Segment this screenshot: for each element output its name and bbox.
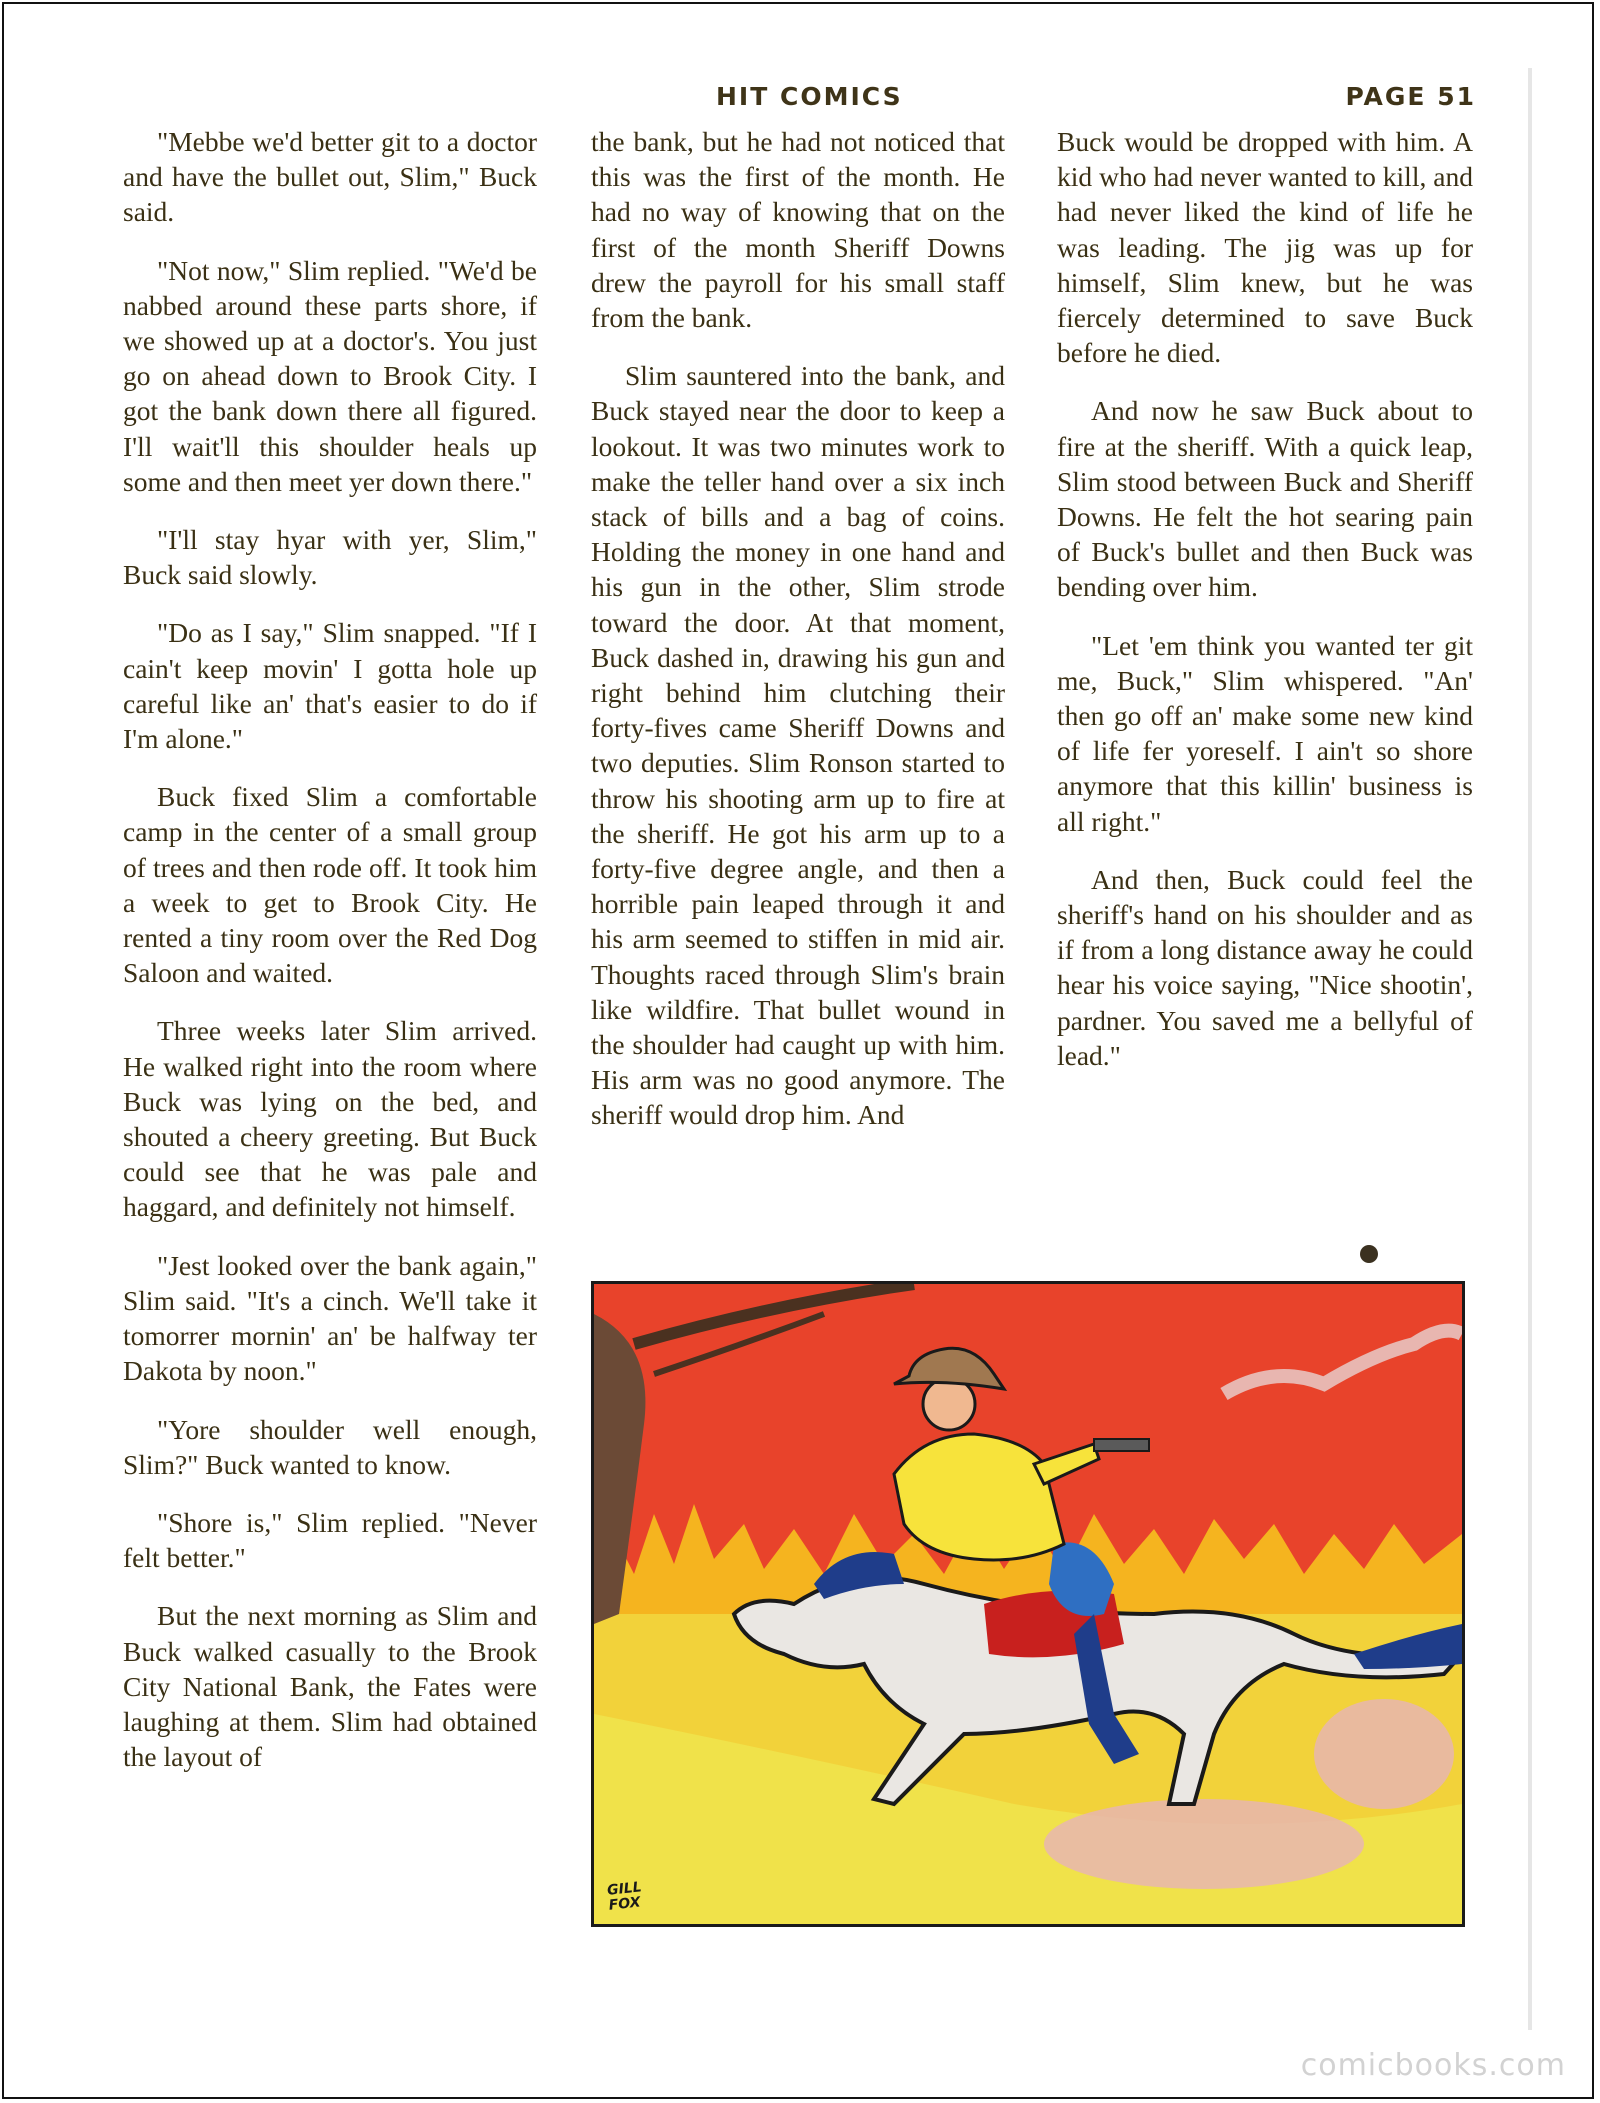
paragraph: "I'll stay hyar with yer, Slim," Buck said slowly. [123,524,537,591]
paragraph: Three weeks later Slim arrived. He walked right into the room where Buck was lying on the bed, and shouted a cheery greeting. But Buck could see that he was pale and haggard, and definitely not himself. [123,1015,537,1223]
paragraph: "Let 'em think you wanted ter git me, Buck," Slim whispered. "An' then go off an' make some new kind of life fer yoreself. I ain't so shore anymore that this killin' business is all right." [1057,629,1473,837]
paragraph: "Shore is," Slim replied. "Never felt better." [123,1506,537,1574]
paragraph: Buck fixed Slim a comfortable camp in the center of a small group of trees and then rode off. It took him a week to get to Brook City. He rented a tiny room over the Red Dog Saloon and waited. [123,781,537,989]
paragraph: "Do as I say," Slim snapped. "If I cain't keep movin' I gotta hole up careful like an' that's easier to do if I'm alone." [123,617,537,755]
text-column-1 [123,124,537,1797]
text-column-3 [1057,124,1473,1096]
paragraph: the bank, but he had not noticed that this was the first of the month. He had no way of knowing that on the first of the month Sheriff Downs drew the payroll for his small staff from the bank. [591,126,1005,334]
text-column-2 [591,124,1005,1156]
paragraph: And then, Buck could feel the sheriff's hand on his shoulder and as if from a long distance away he could hear his voice saying, "Nice shootin', pardner. You saved me a bellyful of lead." [1057,863,1473,1071]
artist-signature: GILL FOX [606,1879,643,1914]
site-watermark: comicbooks.com [1300,2048,1566,2083]
paragraph: "Yore shoulder well enough, Slim?" Buck wanted to know. [123,1413,537,1480]
paragraph: "Jest looked over the bank again," Slim said. "It's a cinch. We'll take it tomorrer mornin' an' be halfway ter Dakota by noon." [123,1249,537,1387]
paragraph: "Mebbe we'd better git to a doctor and have the bullet out, Slim," Buck said. [123,126,537,228]
ink-speck [1360,1245,1378,1263]
paragraph: But the next morning as Slim and Buck walked casually to the Brook City National Bank, the Fates were laughing at them. Slim had obtained the layout of [123,1600,537,1773]
paragraph: "Not now," Slim replied. "We'd be nabbed around these parts shore, if we showed up at a doctor's. You just go on ahead down to Brook City. I got the bank down there all figured. I'll wait'll this shoulder heals up some and then meet yer down there." [123,254,537,497]
paragraph: And now he saw Buck about to fire at the sheriff. With a quick leap, Slim stood between Buck and Sheriff Downs. He felt the hot searing pain of Buck's bullet and then Buck was bending over him. [1057,395,1473,603]
page-header-title: HIT COMICS [716,82,903,111]
paragraph: Slim sauntered into the bank, and Buck stayed near the door to keep a lookout. It was two minutes work to make the teller hand over a six inch stack of bills and a bag of coins. Holding the money in one hand and his gun in the other, Slim strode toward the door. At that moment, Buck dashed in, drawing his gun and right behind him clutching their forty-fives came Sheriff Downs and two deputies. Slim Ronson started to throw his shooting arm up to fire at the sheriff. He got his arm up to a forty-five degree angle, and then a horrible pain leaped through it and his arm seemed to stiffen in mid air. Thoughts raced through Slim's brain like wildfire. That bullet wound in the shoulder had caught up with him. His arm was no good anymore. The sheriff would drop him. And [591,360,1005,1131]
comic-illustration [591,1281,1465,1927]
cowboy-on-horse-illustration [594,1284,1462,1924]
page-number: PAGE 51 [1345,82,1476,111]
paragraph: Buck would be dropped with him. A kid who had never wanted to kill, and had never liked the kind of life he was leading. The jig was up for himself, Slim knew, but he was fiercely determined to save Buck before he died. [1057,126,1473,369]
